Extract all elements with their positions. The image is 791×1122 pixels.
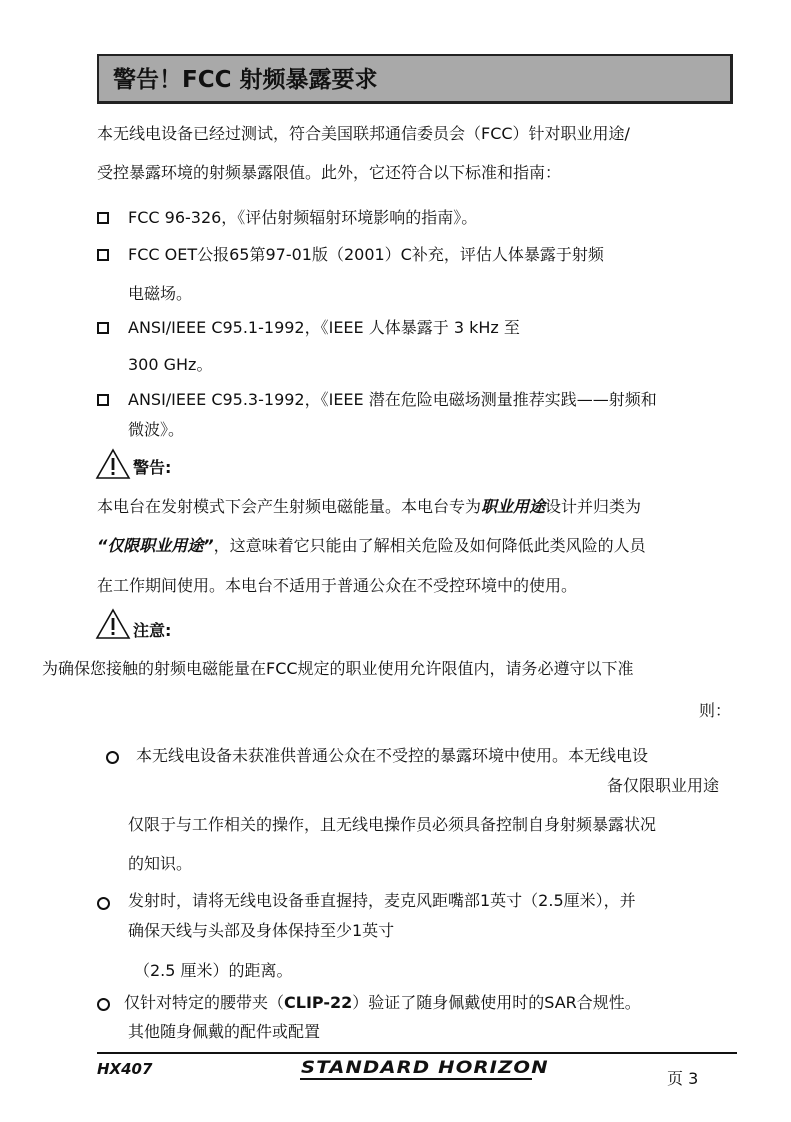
warning-line-1-a: 本电台在发射模式下会产生射频电磁能量。本电台专为 [97,497,482,516]
rule-3-line-1 [124,993,641,1013]
rule-1-line-2: 备仅限职业用途 [607,776,720,795]
standard-item-4: ANSI/IEEE C95.3-1992，《IEEE 潜在危险电磁场测量推荐实践——射频和 [128,390,657,409]
checkbox-bullet-icon [97,212,109,224]
warning-line-1-c: 设计并归类为 [545,497,642,516]
warning-heading: 警告: [133,458,172,477]
footer-page-number: 页 3 [667,1069,699,1088]
circle-bullet-icon [97,998,110,1011]
warning-emphasis-occupational-only: “仅限职业用途” [97,536,214,555]
footer-divider [97,1052,737,1054]
intro-line-1: 本无线电设备已经过测试，符合美国联邦通信委员会（FCC）针对职业用途/ [97,124,630,143]
checkbox-bullet-icon [97,322,109,334]
standard-item-3: ANSI/IEEE C95.1-1992，《IEEE 人体暴露于 3 kHz 至 [128,318,520,337]
warning-line-2 [97,536,646,556]
warning-triangle-icon [95,448,131,480]
rule-2-line-1: 发射时，请将无线电设备垂直握持，麦克风距嘴部1英寸（2.5厘米），并 [128,891,636,910]
rule-3-text-b: ）验证了随身佩戴使用时的SAR合规性。 [352,993,641,1012]
rule-3-clip-model: CLIP-22 [284,993,353,1012]
standard-item-2-cont: 电磁场。 [128,284,193,303]
circle-bullet-icon [106,751,119,764]
checkbox-bullet-icon [97,394,109,406]
rule-1-line-1: 本无线电设备未获准供普通公众在不受控的暴露环境中使用。本无线电设 [136,746,649,765]
rule-1-line-3: 仅限于与工作相关的操作，且无线电操作员必须具备控制自身射频暴露状况 [128,815,657,834]
warning-emphasis-occupational: 职业用途 [481,497,546,516]
warning-line-2-b: ，这意味着它只能由了解相关危险及如何降低此类风险的人员 [213,536,646,555]
standard-item-4-cont: 微波》。 [128,420,185,439]
intro-line-2: 受控暴露环境的射频暴露限值。此外，它还符合以下标准和指南： [97,163,562,182]
standard-item-2: FCC OET公报65第97-01版（2001）C补充，评估人体暴露于射频 [128,245,604,264]
caution-line-2: 则： [699,701,732,720]
standard-item-1: FCC 96-326，《评估射频辐射环境影响的指南》。 [128,208,478,227]
footer-brand-underline [300,1078,532,1080]
caution-heading: 注意: [133,621,172,640]
rule-1-line-4: 的知识。 [128,854,193,873]
standard-item-3-cont: 300 GHz。 [128,355,213,374]
footer-model: HX407 [97,1060,153,1078]
rule-3-text-a: 仅针对特定的腰带夹（ [124,993,285,1012]
caution-triangle-icon [95,608,131,640]
footer-brand-logo: STANDARD HORIZON [301,1058,549,1078]
circle-bullet-icon [97,897,110,910]
rule-2-line-2: 确保天线与头部及身体保持至少1英寸 [128,921,395,940]
rule-3-line-2: 其他随身佩戴的配件或配置 [128,1022,321,1041]
warning-line-3: 在工作期间使用。本电台不适用于普通公众在不受控环境中的使用。 [97,576,578,595]
section-title: 警告！FCC 射频暴露要求 [113,67,378,93]
caution-line-1: 为确保您接触的射频电磁能量在FCC规定的职业使用允许限值内，请务必遵守以下准 [42,659,634,678]
section-title-box [97,54,733,104]
checkbox-bullet-icon [97,249,109,261]
warning-line-1 [97,497,641,517]
rule-2-line-3: （2.5 厘米）的距离。 [134,961,293,980]
